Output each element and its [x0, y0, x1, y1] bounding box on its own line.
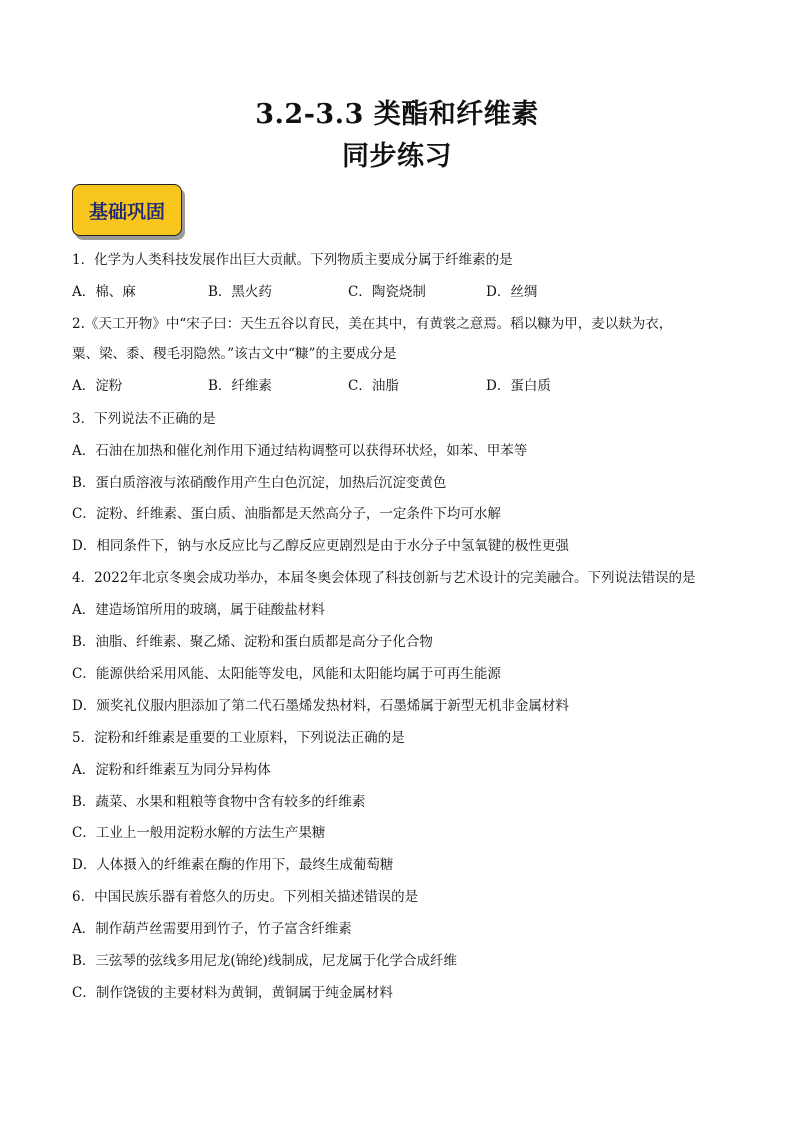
- question-2-stem-line-2: 粟、梁、黍、稷毛羽隐然。”该古文中“糠”的主要成分是: [72, 346, 397, 362]
- question-2-option-a: A．淀粉: [72, 378, 123, 394]
- question-4-option-b: B．油脂、纤维素、聚乙烯、淀粉和蛋白质都是高分子化合物: [72, 634, 433, 650]
- question-4-option-c: C．能源供给采用风能、太阳能等发电，风能和太阳能均属于可再生能源: [72, 666, 501, 682]
- question-1-option-c: C．陶瓷烧制: [348, 284, 426, 300]
- question-2-option-d: D．蛋白质: [486, 378, 551, 394]
- question-4-option-d: D．颁奖礼仪服内胆添加了第二代石墨烯发热材料，石墨烯属于新型无机非金属材料: [72, 698, 569, 714]
- question-3-option-c: C．淀粉、纤维素、蛋白质、油脂都是天然高分子，一定条件下均可水解: [72, 506, 501, 522]
- question-5-option-c: C．工业上一般用淀粉水解的方法生产果糖: [72, 825, 326, 841]
- question-6-option-c: C．制作饶钹的主要材料为黄铜，黄铜属于纯金属材料: [72, 985, 393, 1001]
- question-3-option-b: B．蛋白质溶液与浓硝酸作用产生白色沉淀，加热后沉淀变黄色: [72, 475, 447, 491]
- section-badge: 基础巩固: [72, 184, 182, 236]
- question-2-stem-line-1: 2.《天工开物》中“宋子曰：天生五谷以育民，美在其中，有黄裳之意焉。稻以糠为甲，麦以麸为衣，: [72, 316, 673, 332]
- question-5-option-d: D．人体摄入的纤维素在酶的作用下，最终生成葡萄糖: [72, 857, 394, 873]
- question-5-option-b: B．蔬菜、水果和粗粮等食物中含有较多的纤维素: [72, 794, 366, 810]
- question-4-stem: 4．2022年北京冬奥会成功举办，本届冬奥会体现了科技创新与艺术设计的完美融合。下列说法错误的是: [72, 570, 696, 586]
- question-5-option-a: A．淀粉和纤维素互为同分异构体: [72, 762, 271, 778]
- question-6-stem: 6．中国民族乐器有着悠久的历史。下列相关描述错误的是: [72, 889, 419, 905]
- question-6-option-a: A．制作葫芦丝需要用到竹子，竹子富含纤维素: [72, 921, 352, 937]
- question-5-stem: 5．淀粉和纤维素是重要的工业原料，下列说法正确的是: [72, 730, 405, 746]
- question-3-option-d: D．相同条件下，钠与水反应比与乙醇反应更剧烈是由于水分子中氢氧键的极性更强: [72, 538, 569, 554]
- question-2-option-c: C．油脂: [348, 378, 399, 394]
- question-1-option-a: A．棉、麻: [72, 284, 136, 300]
- question-2-option-b: B．纤维素: [208, 378, 272, 394]
- question-3-stem: 3．下列说法不正确的是: [72, 411, 216, 427]
- question-1-option-d: D．丝绸: [486, 284, 538, 300]
- page-title: 3.2-3.3 类酯和纤维素: [255, 99, 539, 130]
- question-3-option-a: A．石油在加热和催化剂作用下通过结构调整可以获得环状烃，如苯、甲苯等: [72, 443, 528, 459]
- question-1-option-b: B．黑火药: [208, 284, 272, 300]
- question-6-option-b: B．三弦琴的弦线多用尼龙(锦纶)线制成，尼龙属于化学合成纤维: [72, 953, 457, 969]
- question-1-stem: 1．化学为人类科技发展作出巨大贡献。下列物质主要成分属于纤维素的是: [72, 252, 513, 268]
- question-4-option-a: A．建造场馆所用的玻璃，属于硅酸盐材料: [72, 602, 325, 618]
- page-subtitle: 同步练习: [342, 141, 452, 172]
